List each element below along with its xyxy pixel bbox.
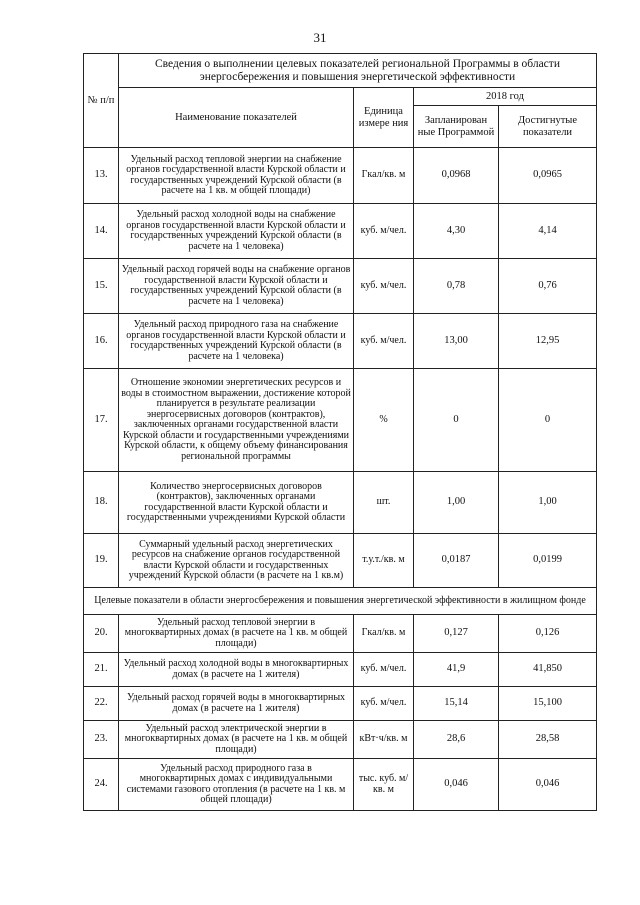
row-achieved: 0,76 [499,259,597,314]
row-unit: куб. м/чел. [354,653,414,687]
table-row [84,653,597,687]
row-num: 19. [84,534,119,588]
row-name: Удельный расход природного газа на снабжение органов государственной власти Курской области и государственных учреждений Курской области (в расчете на 1 человека) [119,314,354,369]
header-year: 2018 год [414,88,597,106]
row-planned: 0,78 [414,259,499,314]
row-planned: 4,30 [414,204,499,259]
indicators-table [83,53,597,811]
row-unit: шт. [354,472,414,534]
row-achieved: 1,00 [499,472,597,534]
row-planned: 41,9 [414,653,499,687]
row-num: 18. [84,472,119,534]
row-planned: 0 [414,369,499,472]
table-row [84,615,597,653]
row-unit: Гкал/кв. м [354,615,414,653]
row-achieved: 0,0199 [499,534,597,588]
row-unit: тыс. куб. м/кв. м [354,759,414,811]
row-unit: куб. м/чел. [354,259,414,314]
row-planned: 0,0968 [414,148,499,204]
row-num: 14. [84,204,119,259]
header-achieved: Достигнутые показатели [499,106,597,148]
table-row [84,259,597,314]
row-planned: 15,14 [414,687,499,721]
title-row [84,54,597,88]
header-planned: Запланирован ные Программой [414,106,499,148]
header-num: № п/п [84,54,119,148]
row-planned: 0,0187 [414,534,499,588]
row-achieved: 0,126 [499,615,597,653]
table-row [84,534,597,588]
row-num: 17. [84,369,119,472]
row-num: 23. [84,721,119,759]
row-planned: 13,00 [414,314,499,369]
row-num: 16. [84,314,119,369]
header-unit: Единица измере ния [354,88,414,148]
row-achieved: 4,14 [499,204,597,259]
table-body [84,54,597,811]
row-planned: 0,127 [414,615,499,653]
table-row [84,721,597,759]
row-name: Суммарный удельный расход энергетических ресурсов на снабжение органов государственной власти Курской области и государственных учреждений Курской области (в расчете на 1 кв.м) [119,534,354,588]
table-row [84,759,597,811]
row-unit: Гкал/кв. м [354,148,414,204]
header-row-1 [84,88,597,106]
row-name: Удельный расход тепловой энергии на снабжение органов государственной власти Курской области и государственных учреждений Курской области (в расчете на 1 кв. м общей площади) [119,148,354,204]
table-row [84,314,597,369]
row-planned: 1,00 [414,472,499,534]
row-achieved: 28,58 [499,721,597,759]
row-name: Удельный расход горячей воды на снабжение органов государственной власти Курской области и государственных учреждений Курской области (в расчете на 1 человека) [119,259,354,314]
row-num: 15. [84,259,119,314]
table-row [84,148,597,204]
section-title: Целевые показатели в области энергосбережения и повышения энергетической эффективности в жилищном фонде [84,588,597,615]
row-unit: т.у.т./кв. м [354,534,414,588]
row-unit: кВт·ч/кв. м [354,721,414,759]
row-achieved: 0,046 [499,759,597,811]
table-row [84,204,597,259]
row-num: 13. [84,148,119,204]
row-name: Удельный расход холодной воды на снабжение органов государственной власти Курской области и государственных учреждений Курской области (в расчете на 1 человека) [119,204,354,259]
row-name: Удельный расход электрической энергии в многоквартирных домах (в расчете на 1 кв. м общей площади) [119,721,354,759]
row-name: Удельный расход тепловой энергии в многоквартирных домах (в расчете на 1 кв. м общей площади) [119,615,354,653]
row-unit: куб. м/чел. [354,314,414,369]
row-num: 24. [84,759,119,811]
row-name: Отношение экономии энергетических ресурсов и воды в стоимостном выражении, достижение которой планируется в результате реализации энергосервисных договоров (контрактов), заключенных органами государственной власти Курской области и государственными учреждениями Курской области, к общему объему финансирования региональной программы [119,369,354,472]
row-unit: % [354,369,414,472]
row-num: 21. [84,653,119,687]
row-name: Удельный расход холодной воды в многоквартирных домах (в расчете на 1 жителя) [119,653,354,687]
row-unit: куб. м/чел. [354,687,414,721]
row-achieved: 0,0965 [499,148,597,204]
table-row [84,472,597,534]
row-num: 20. [84,615,119,653]
row-num: 22. [84,687,119,721]
row-name: Количество энергосервисных договоров (контрактов), заключенных органами государственной власти Курской области и государственными учреждениями Курской области [119,472,354,534]
row-name: Удельный расход горячей воды в многоквартирных домах (в расчете на 1 жителя) [119,687,354,721]
row-name: Удельный расход природного газа в многоквартирных домах с индивидуальными системами газового отопления (в расчете на 1 кв. м общей площади) [119,759,354,811]
row-achieved: 15,100 [499,687,597,721]
table-row [84,687,597,721]
table-title: Сведения о выполнении целевых показателей региональной Программы в области энергосбережения и повышения энергетической эффективности [119,54,597,88]
row-unit: куб. м/чел. [354,204,414,259]
page-number: 31 [313,30,327,45]
header-name: Наименование показателей [119,88,354,148]
section-row [84,588,597,615]
table-row [84,369,597,472]
row-achieved: 12,95 [499,314,597,369]
row-planned: 28,6 [414,721,499,759]
row-achieved: 0 [499,369,597,472]
row-achieved: 41,850 [499,653,597,687]
row-planned: 0,046 [414,759,499,811]
